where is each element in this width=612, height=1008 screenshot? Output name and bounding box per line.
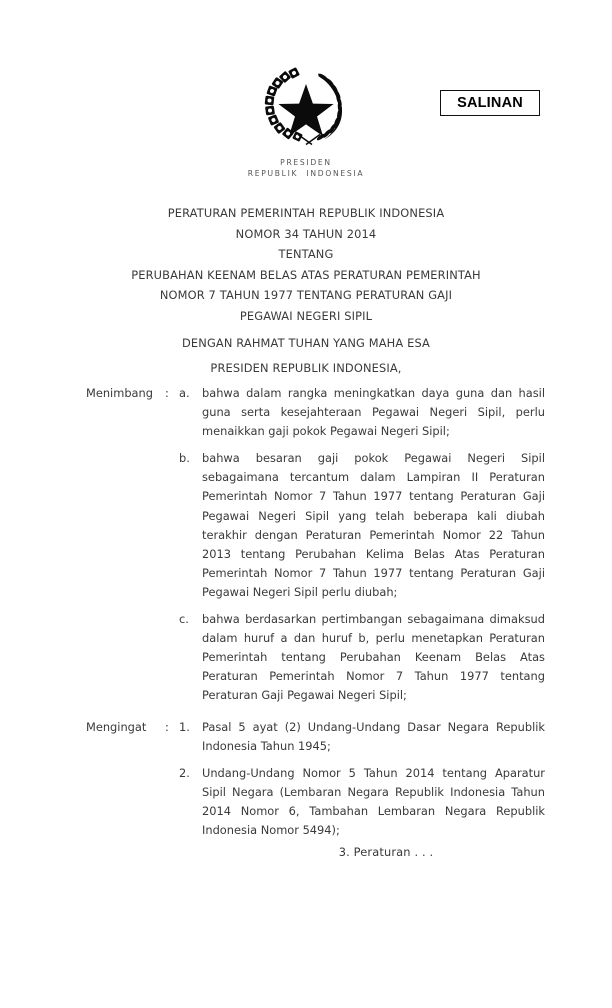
- preamble-line-presiden: PRESIDEN REPUBLIK INDONESIA,: [210, 360, 402, 375]
- section-label-menimbang: Menimbang: [86, 386, 153, 400]
- spacer: [0, 441, 612, 449]
- clause-item-a: [0, 384, 612, 441]
- clause-item-b: [0, 449, 612, 602]
- section-colon-mengingat: :: [165, 719, 169, 734]
- salinan-stamp: SALINAN: [440, 90, 540, 116]
- item-text-1: Pasal 5 ayat (2) Undang-Undang Dasar Negara Republik Indonesia Tahun 1945;: [202, 719, 545, 753]
- clause-item-1: [0, 718, 612, 756]
- item-marker-1: 1.: [179, 719, 190, 734]
- title-line-6: PEGAWAI NEGERI SIPIL: [239, 308, 373, 323]
- section-label-mengingat: Mengingat: [86, 719, 147, 734]
- spacer: [0, 706, 612, 718]
- item-marker-b: b.: [179, 451, 190, 466]
- item-marker-c: c.: [179, 612, 189, 627]
- preamble-block: [56, 331, 556, 381]
- clause-item-c: [0, 610, 612, 705]
- presiden-caption: [0, 157, 612, 179]
- section-menimbang: [0, 384, 612, 706]
- item-marker-a: a.: [179, 386, 190, 400]
- item-text-b: bahwa besaran gaji pokok Pegawai Negeri Sipil sebagaimana tercantum dalam Lampiran II Peraturan Pemerintah Nomor 7 Tahun 1977 tentang Peraturan Gaji Pegawai Negeri Sipil yang telah beberapa kali diubah terakhir dengan Peraturan Pemerintah Nomor 22 Tahun 2013 tentang Perubahan Kelima Belas Atas Peraturan Pemerintah Nomor 7 Tahun 1977 tentang Peraturan Gaji Pegawai Negeri Sipil perlu diubah;: [202, 451, 545, 599]
- section-mengingat: [0, 718, 612, 841]
- title-line-2: NOMOR 34 TAHUN 2014: [235, 226, 377, 241]
- indonesia-presidential-emblem-icon: [254, 62, 358, 150]
- title-line-5: NOMOR 7 TAHUN 1977 TENTANG PERATURAN GAJI: [159, 288, 453, 303]
- clause-sections: [0, 384, 612, 840]
- continuation-text: 3. Peraturan . . .: [338, 845, 434, 859]
- document-header: [0, 62, 612, 179]
- item-text-a: bahwa dalam rangka meningkatkan daya guna dan hasil guna serta kesejahteraan Pegawai Negeri Sipil, perlu menaikkan gaji pokok Pegawai Negeri Sipil;: [202, 386, 545, 439]
- preamble-line-rahmat: DENGAN RAHMAT TUHAN YANG MAHA ESA: [182, 336, 430, 350]
- section-colon-menimbang: :: [165, 386, 169, 400]
- spacer: [0, 602, 612, 610]
- caption-line-republik-indonesia: REPUBLIK INDONESIA: [247, 169, 365, 178]
- page-continuation-marker: [0, 845, 612, 859]
- item-text-2: Undang-Undang Nomor 5 Tahun 2014 tentang Aparatur Sipil Negara (Lembaran Negara Republik Indonesia Tahun 2014 Nomor 6, Tambahan Lembaran Negara Republik Indonesia Nomor 5494);: [202, 765, 545, 837]
- document-title-block: [56, 203, 556, 327]
- title-line-4: PERUBAHAN KEENAM BELAS ATAS PERATURAN PEMERINTAH: [131, 267, 481, 282]
- item-text-c: bahwa berdasarkan pertimbangan sebagaimana dimaksud dalam huruf a dan huruf b, perlu menetapkan Peraturan Pemerintah tentang Perubahan Keenam Belas Atas Peraturan Pemerintah Nomor 7 Tahun 1977 tentang Peraturan Gaji Pegawai Negeri Sipil;: [202, 612, 545, 703]
- title-line-1: PERATURAN PEMERINTAH REPUBLIK INDONESIA: [167, 206, 445, 220]
- caption-line-presiden: PRESIDEN: [280, 158, 332, 167]
- spacer: [0, 756, 612, 764]
- item-marker-2: 2.: [179, 765, 190, 780]
- clause-item-2: [0, 764, 612, 840]
- title-line-3: TENTANG: [278, 247, 334, 262]
